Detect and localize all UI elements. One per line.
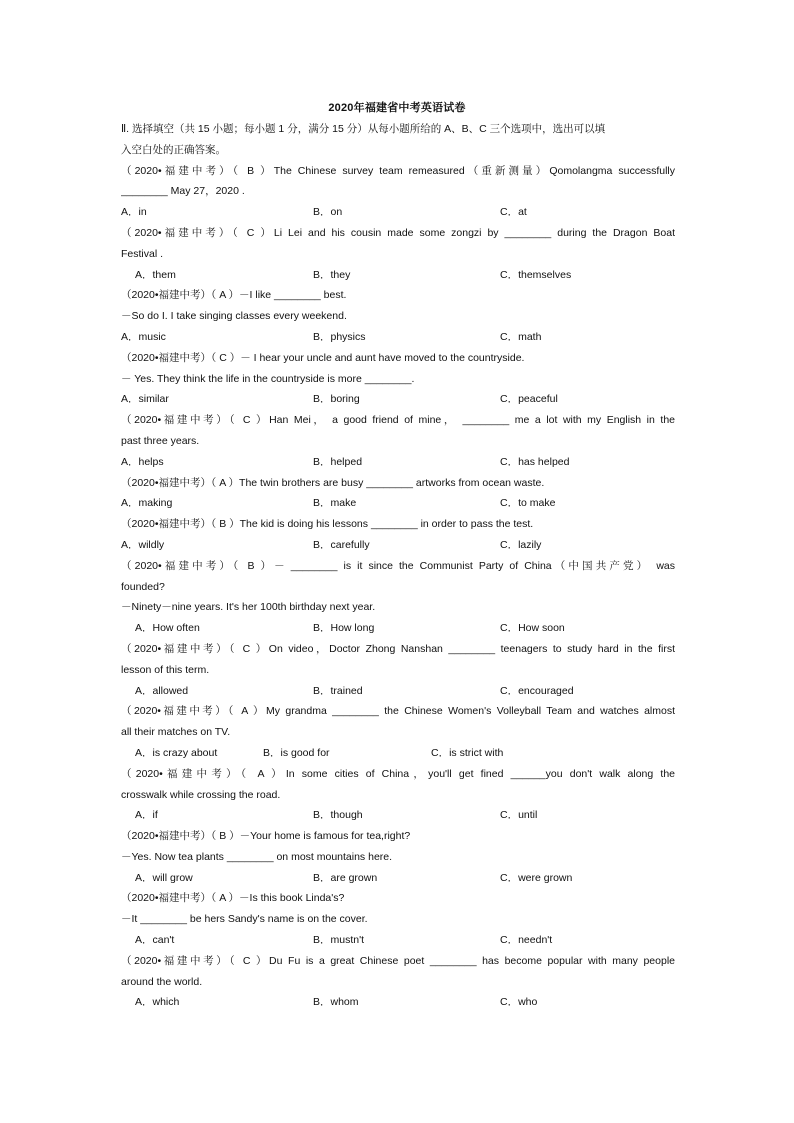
option-b: B．boring (313, 393, 360, 406)
question-stem: （2020•福建中考）（ C ）－ I hear your uncle and aunt have moved to the countryside. (121, 351, 525, 364)
option-c: C．encouraged (500, 684, 574, 697)
question-item (121, 639, 675, 701)
option-c: C．is strict with (431, 746, 504, 759)
option-b: B．trained (313, 684, 363, 697)
option-c: C．were grown (500, 871, 573, 884)
exam-content (121, 119, 675, 1013)
question-stem: （2020•福建中考）（ C ）On video，Doctor Zhong Nanshan ________ teenagers to study hard in the first (121, 642, 675, 655)
section-instructions (121, 119, 675, 161)
question-stem: （2020•福建中考）（ A ）The twin brothers are busy ________ artworks from ocean waste. (121, 476, 545, 489)
answer-options (121, 681, 675, 702)
option-a: A．similar (121, 393, 169, 406)
question-stem: （2020•福建中考）（ A ）－Is this book Linda's? (121, 892, 345, 905)
option-c: C．math (500, 330, 542, 343)
question-stem: －So do I. I take singing classes every weekend. (121, 310, 347, 323)
option-b: B．on (313, 206, 343, 219)
option-a: A．How often (135, 622, 200, 635)
option-a: A．can't (135, 934, 175, 947)
option-a: A．is crazy about (135, 746, 218, 759)
option-a: A．allowed (135, 684, 189, 697)
question-stem: － Yes. They think the life in the countryside is more ________. (121, 372, 415, 385)
question-stem: （2020•福建中考）（ C ）Du Fu is a great Chinese poet ________ has become popular with many people (121, 954, 675, 967)
option-c: C．at (500, 206, 527, 219)
question-stem: －It ________ be hers Sandy's name is on the cover. (121, 913, 368, 926)
option-a: A．making (121, 497, 173, 510)
answer-options (121, 930, 675, 951)
question-stem: all their matches on TV. (121, 726, 231, 739)
option-b: B．make (313, 497, 357, 510)
option-b: B．is good for (263, 746, 330, 759)
question-item (121, 285, 675, 347)
option-b: B．mustn't (313, 934, 365, 947)
question-stem: （2020•福建中考）（ A ）In some cities of China，you'll get fined ______you don't walk along the (121, 767, 675, 780)
option-c: C．until (500, 809, 538, 822)
question-stem: （2020•福建中考）（ B ）－Your home is famous for tea,right? (121, 830, 411, 843)
question-stem: ________ May 27，2020 . (121, 185, 245, 198)
question-stem: （2020•福建中考）（ A ）My grandma ________ the Chinese Women's Volleyball Team and watches almost (121, 705, 675, 718)
question-item (121, 888, 675, 950)
answer-options (121, 265, 675, 286)
option-c: C．to make (500, 497, 556, 510)
option-b: B．helped (313, 455, 363, 468)
question-stem: lesson of this term. (121, 663, 210, 676)
question-item (121, 410, 675, 472)
option-a: A．which (135, 996, 180, 1009)
option-a: A．helps (121, 455, 164, 468)
option-c: C．has helped (500, 455, 570, 468)
question-item (121, 951, 675, 1013)
question-item (121, 556, 675, 639)
answer-options (121, 805, 675, 826)
question-stem: －Yes. Now tea plants ________ on most mountains here. (121, 850, 393, 863)
option-c: C．themselves (500, 268, 572, 281)
question-stem: around the world. (121, 975, 203, 988)
question-stem: Festival . (121, 247, 164, 260)
answer-options (121, 389, 675, 410)
answer-options (121, 868, 675, 889)
question-item (121, 826, 675, 888)
option-b: B．they (313, 268, 351, 281)
answer-options (121, 327, 675, 348)
question-stem: founded? (121, 580, 165, 593)
question-stem: crosswalk while crossing the road. (121, 788, 281, 801)
question-stem: （2020•福建中考）（ B ）－ ________ is it since the Communist Party of China（中国共产党） was (121, 559, 675, 572)
question-stem: （2020•福建中考）（ C ）Han Mei， a good friend of mine， ________ me a lot with my English in the (121, 414, 675, 427)
question-stem: （2020•福建中考）（ B ）The kid is doing his lessons ________ in order to pass the test. (121, 518, 534, 531)
question-item (121, 764, 675, 826)
option-b: B．though (313, 809, 363, 822)
question-item (121, 223, 675, 285)
question-stem: （2020•福建中考）（ B ）The Chinese survey team remeasured（重新测量）Qomolangma successfully (121, 164, 675, 177)
option-a: A．in (121, 206, 147, 219)
question-item (121, 161, 675, 223)
option-b: B．are grown (313, 871, 378, 884)
question-stem: （2020•福建中考）（ A ）－I like ________ best. (121, 289, 347, 302)
option-b: B．carefully (313, 538, 370, 551)
question-item (121, 701, 675, 763)
question-stem: past three years. (121, 434, 200, 447)
instruction-line: 入空白处的正确答案。 (121, 143, 226, 156)
option-b: B．physics (313, 330, 366, 343)
option-a: A．music (121, 330, 166, 343)
option-a: A．will grow (135, 871, 193, 884)
answer-options (121, 452, 675, 473)
answer-options (121, 535, 675, 556)
instruction-line: Ⅱ. 选择填空（共 15 小题；每小题 1 分，满分 15 分）从每小题所给的 A、B、C 三个选项中，选出可以填 (121, 123, 606, 135)
question-item (121, 348, 675, 410)
answer-options (121, 493, 675, 514)
question-stem: －Ninety－nine years. It's her 100th birthday next year. (121, 601, 376, 614)
option-c: C．How soon (500, 622, 565, 635)
option-c: C．lazily (500, 538, 542, 551)
option-a: A．them (135, 268, 176, 281)
document-title: 2020年福建省中考英语试卷 (328, 102, 466, 114)
answer-options (121, 992, 675, 1013)
option-c: C．needn't (500, 934, 553, 947)
option-c: C．peaceful (500, 393, 558, 406)
option-a: A．if (135, 809, 158, 822)
option-b: B．whom (313, 996, 359, 1009)
answer-options (121, 743, 675, 764)
option-a: A．wildly (121, 538, 165, 551)
answer-options (121, 618, 675, 639)
question-stem: （2020•福建中考）（ C ）Li Lei and his cousin made some zongzi by ________ during the Dragon Boat (121, 226, 675, 239)
question-item (121, 473, 675, 515)
option-c: C．who (500, 996, 538, 1009)
answer-options (121, 202, 675, 223)
question-item (121, 514, 675, 556)
option-b: B．How long (313, 622, 375, 635)
